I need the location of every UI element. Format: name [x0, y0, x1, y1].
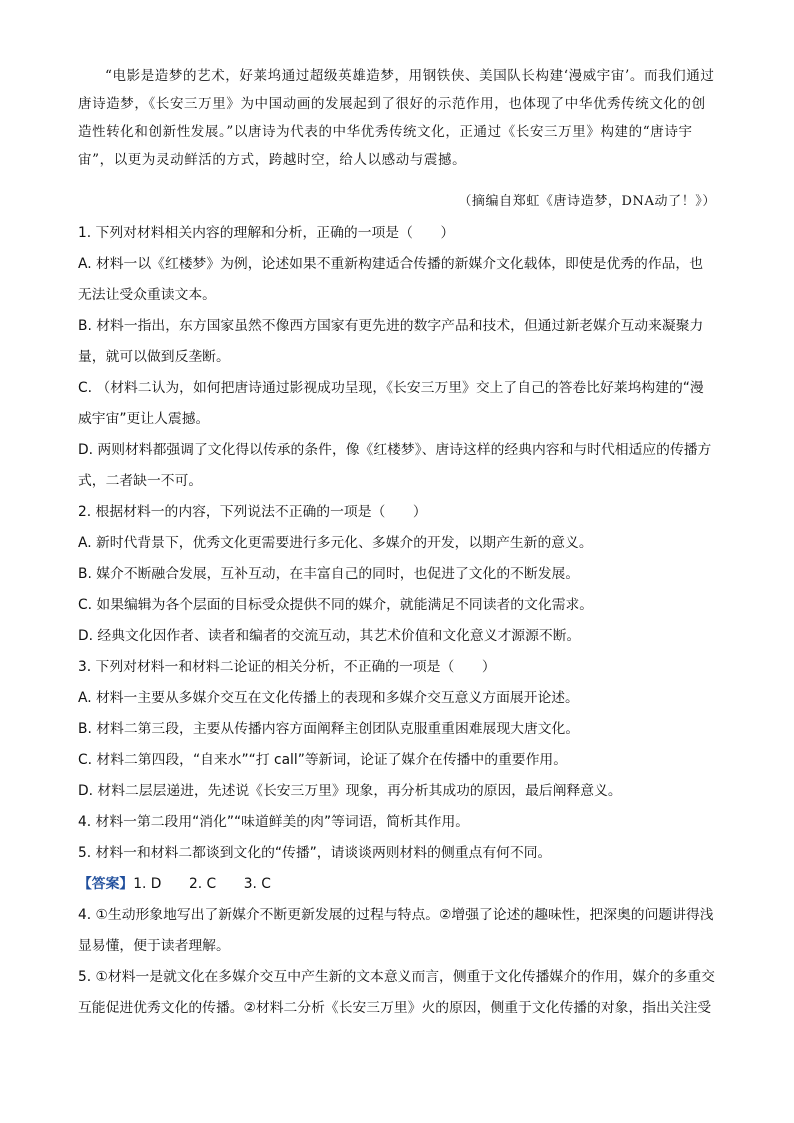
answer-tag: 【答案】 — [78, 876, 134, 892]
question-1-option-a-cont: 无法让受众重读文本。 — [78, 287, 216, 303]
question-1-option-a: A. 材料一以《红楼梦》为例，论述如果不重新构建适合传播的新媒介文化载体，即使是优秀的作品，也 — [78, 256, 704, 272]
answer-5-line-2: 互能促进优秀文化的传播。②材料二分析《长安三万里》火的原因，侧重于文化传播的对象，指出关注受 — [78, 1000, 712, 1016]
answer-5-line-1: 5. ①材料一是就文化在多媒介交互中产生新的文本意义而言，侧重于文化传播媒介的作用，媒介的多重交 — [78, 969, 715, 985]
quote-source: （摘编自郑虹《唐诗造梦，DNA动了！》） — [458, 194, 716, 209]
question-3-option-b: B. 材料二第三段，主要从传播内容方面阐释主创团队克服重重困难展现大唐文化。 — [78, 721, 580, 737]
question-3-option-a: A. 材料一主要从多媒介交互在文化传播上的表现和多媒介交互意义方面展开论述。 — [78, 690, 579, 706]
question-2-option-b: B. 媒介不断融合发展，互补互动，在丰富自己的同时，也促进了文化的不断发展。 — [78, 566, 580, 582]
question-5-stem: 5. 材料一和材料二都谈到文化的“传播”，请谈谈两则材料的侧重点有何不同。 — [78, 845, 552, 861]
question-3-option-d: D. 材料二层层递进，先述说《长安三万里》现象，再分析其成功的原因，最后阐释意义。 — [78, 783, 622, 799]
question-1-option-b-cont: 量，就可以做到反垄断。 — [78, 349, 230, 365]
question-4-stem: 4. 材料一第二段用“消化”“味道鲜美的肉”等词语，简析其作用。 — [78, 814, 470, 830]
question-3-option-c: C. 材料二第四段，“自来水”“打 call”等新词，论证了媒介在传播中的重要作用。 — [78, 752, 567, 768]
question-3-stem: 3. 下列对材料一和材料二论证的相关分析，不正确的一项是（ ） — [78, 659, 496, 675]
question-1-stem: 1. 下列对材料相关内容的理解和分析，正确的一项是（ ） — [78, 225, 455, 241]
answer-4-line-1: 4. ①生动形象地写出了新媒介不断更新发展的过程与特点。②增强了论述的趣味性，把深奥的问题讲得浅 — [78, 907, 714, 923]
question-2-option-a: A. 新时代背景下，优秀文化更需要进行多元化、多媒介的开发，以期产生新的意义。 — [78, 535, 593, 551]
answer-4-line-2: 显易懂，便于读者理解。 — [78, 938, 230, 954]
quoted-paragraph: “电影是造梦的艺术，好莱坞通过超级英雄造梦，用钢铁侠、美国队长构建‘漫威宇宙’。而我们通过唐诗造梦，《长安三万里》为中国动画的发展起到了很好的示范作用，也体现了中华优秀传统文化的创造性转化和创新性发展。”以唐诗为代表的中华优秀传统文化，正通过《长安三万里》构建的“唐诗宇宙”，以更为灵动鲜活的方式，跨越时空，给人以感动与震撼。 — [78, 68, 715, 168]
question-2-option-d: D. 经典文化因作者、读者和编者的交流互动，其艺术价值和文化意义才源源不断。 — [78, 628, 581, 644]
answer-choices: 1. D 2. C 3. C — [133, 876, 271, 892]
question-1-option-d-cont: 式，二者缺一不可。 — [78, 473, 203, 489]
question-1-option-c: C. （材料二认为，如何把唐诗通过影视成功呈现，《长安三万里》交上了自己的答卷比好莱坞构建的“漫 — [78, 380, 704, 396]
question-1-option-b: B. 材料一指出，东方国家虽然不像西方国家有更先进的数字产品和技术，但通过新老媒介互动来凝聚力 — [78, 318, 704, 334]
question-2-stem: 2. 根据材料一的内容，下列说法不正确的一项是（ ） — [78, 504, 427, 520]
question-1-option-c-cont: 威宇宙”更让人震撼。 — [78, 411, 210, 427]
question-2-option-c: C. 如果编辑为各个层面的目标受众提供不同的媒介，就能满足不同读者的文化需求。 — [78, 597, 594, 613]
answer-key-line — [78, 869, 271, 900]
question-1-option-d: D. 两则材料都强调了文化得以传承的条件，像《红楼梦》、唐诗这样的经典内容和与时代相适应的传播方 — [78, 442, 712, 458]
